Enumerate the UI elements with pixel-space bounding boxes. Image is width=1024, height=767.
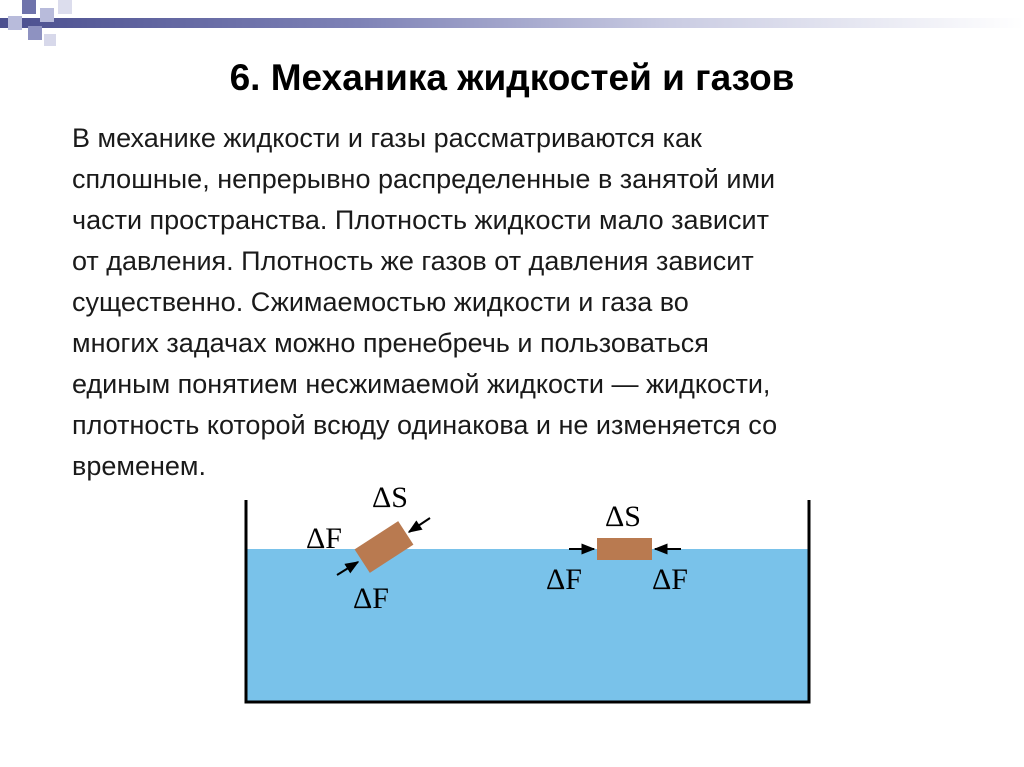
force-arrow-icon — [409, 518, 430, 532]
tilted-area-label: ΔS — [372, 481, 408, 514]
body-line: сплошные, непрерывно распределенные в занятой ими — [72, 164, 776, 194]
tilted-force-left-label: ΔF — [306, 522, 342, 555]
body-line: В механике жидкости и газы рассматриваются как — [72, 123, 702, 153]
body-line: части пространства. Плотность жидкости мало зависит — [72, 205, 769, 235]
body-line: от давления. Плотность же газов от давления зависит — [72, 246, 754, 276]
flat-area-label: ΔS — [605, 500, 641, 533]
horizontal-surface-element-icon — [597, 538, 652, 560]
body-line: многих задачах можно пренебречь и пользоваться — [72, 328, 709, 358]
flat-force-right-label: ΔF — [652, 563, 688, 596]
flat-force-left-label: ΔF — [546, 563, 582, 596]
body-line: единым понятием несжимаемой жидкости — жидкости, — [72, 369, 771, 399]
water-body — [246, 549, 809, 702]
slide-title: 6. Механика жидкостей и газов — [229, 57, 795, 98]
tilted-force-bottom-label: ΔF — [353, 582, 389, 615]
body-line: временем. — [72, 451, 206, 481]
body-line: плотность которой всюду одинакова и не изменяется со — [72, 410, 778, 440]
body-line: существенно. Сжимаемостью жидкости и газа во — [72, 287, 689, 317]
